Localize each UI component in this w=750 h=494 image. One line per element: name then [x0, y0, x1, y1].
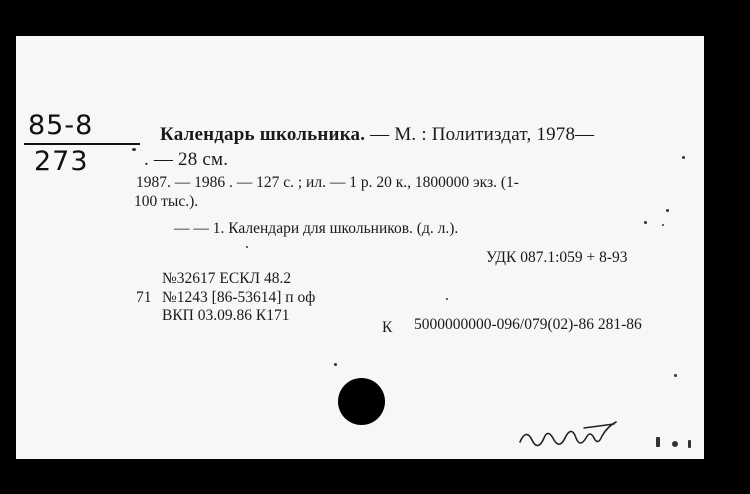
mark [672, 441, 678, 447]
registration-line-3: ВКП 03.09.86 К171 [162, 307, 290, 324]
mark [656, 437, 660, 447]
speck [674, 374, 677, 377]
entry-size: . — 28 см. [144, 149, 229, 170]
handwritten-note [514, 416, 634, 456]
punch-hole [338, 378, 385, 425]
registration-line-1: №32617 ЕСКЛ 48.2 [162, 270, 292, 287]
entry-imprint: — М. : Политиздат, 1978— [365, 124, 595, 145]
speck [682, 156, 685, 159]
entry-title: Календарь школьника. [160, 124, 366, 145]
entry-subject: — — 1. Календари для школьников. (д. л.). [174, 220, 459, 237]
catalog-card [16, 36, 704, 459]
udc-code: УДК 087.1:059 + 8-93 [486, 249, 628, 266]
speck [334, 363, 337, 366]
speck [246, 246, 248, 248]
speck [662, 224, 664, 226]
speck [446, 298, 448, 300]
entry-description-cont: 100 тыс.). [134, 193, 199, 210]
entry-description: 1987. — 1986 . — 127 с. ; ил. — 1 р. 20 к., 1800000 экз. (1- [136, 174, 519, 191]
registration-prefix: 71 [136, 289, 152, 306]
shelfmark-top: 85-8 [28, 110, 94, 141]
price-code-letter: К [382, 319, 393, 336]
speck [644, 221, 647, 224]
speck [132, 148, 136, 151]
speck [666, 209, 669, 212]
registration-line-2: №1243 [86-53614] п оф [162, 289, 316, 306]
price-code: 5000000000-096/079(02)-86 281-86 [414, 316, 642, 333]
shelfmark-rule [24, 143, 140, 145]
shelfmark-bottom: 273 [34, 146, 89, 177]
mark [688, 440, 691, 448]
entry-title-line [160, 124, 594, 146]
